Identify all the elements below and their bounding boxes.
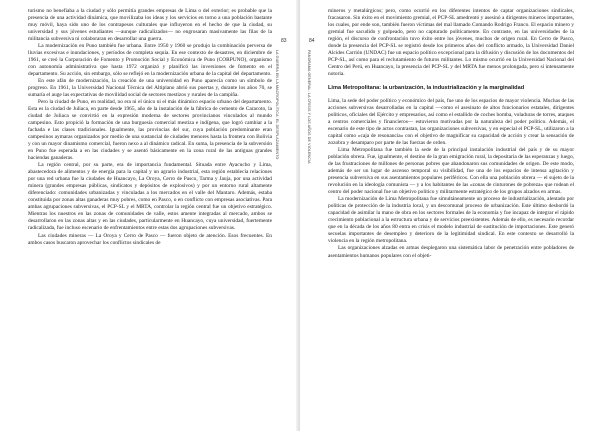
- paragraph: La modernización de Lima Metropolitana fue simultáneamente un proceso de industrialización, alentado por políticas de protección de la industria local, y un descomunal proceso de urbanización. Este último desbordó la capacidad de asimilar la mano de obra en los sectores formales de la economía y fue incapaz de integrar el rápido crecimiento poblacional a la estructura urbana y de servicios preexistentes. Además de ello, es necesario recordar que en la década de los años 80 entra en crisis el modelo industrial de sustitución de importaciones. Este generó secuelas importantes de desempleo y deterioro de la legitimidad sindical. En este contexto se desarrolló la violencia en la región metropolitana.: [328, 196, 574, 245]
- paragraph: turismo no benefiaba a la ciudad y sólo permitía grandes empresas de Lima o del exterior; es probable que la presencia de una actividad dinámica, que movilizaba los ideas y los servicios en torno a una población bastante muy móvil, haya sido uno de los contrapesos culturales que influyeron en el hecho de que la ciudad, su universidad y sus jóvenes estudiantes —aunque radicalizados— no engrosaran masivamente las filas de la militancia subversiva ni colaboraran en desarrollar una guerra.: [28, 8, 272, 43]
- paragraph: La modernización en Puno también fue urbana. Entre 1950 y 1960 se produjo la combinación perversa de lluvias excesivas e inundaciones, y períodos de completa sequía. En ese contexto de desastres, en diciembre de 1961, se creó la Corporación de Fomento y Promoción Social y Económica de Puno (CORPUNO), organismo con autonomía administrativa que hasta 1972 organizó y planificó las inversiones de fomento en el departamento. Su acción, sin embargo, sólo se reflejó en la modernización urbana de la capital del departamento.: [28, 43, 272, 78]
- left-page-text: [28, 8, 272, 247]
- paragraph: Lima, la sede del poder político y económico del país, fue uno de los espacios de mayor violencia. Muchas de las acciones subversivas desarrolladas en la capital —como el asesinato de altos funcionarios estatales, dirigentes políticos, oficiales del Ejército y empresarios, así como el estallido de coches bomba, voladuras de torres, ataques a centros comerciales y financieros— estuvieron motivadas por la naturaleza del poder político. Además, el escenario de este tipo de actos contrastan, las organizaciones subversivas, y en especial el PCP-SL, utilizaron a la capital como «caja de resonancia» con el objetivo de magnificar su capacidad de acción y crear la sensación de zozobra y desamparo por parte de las fuerzas de orden.: [328, 98, 574, 147]
- paragraph: En este afán de modernización, la creación de una universidad en Puno aparecía como un símbolo de progreso. En 1961, la Universidad Nacional Técnica del Altiplano abrió sus puertas y, durante los años 70, se sumaría el auge las expectativas de movilidad social de sectores mestizos y rurales de la campiña.: [28, 78, 272, 99]
- paragraph: mineros y metalúrgicos; pero, como ocurrió en los diferentes intentos de captar organizaciones sindicales, fracasaron. Sin éxito en el movimiento gremial, el PCP-SL amedrentó y asesinó a dirigentes mineros importantes, los cuales, por ende son, también fueron víctimas del mal llamado Comando Rodrigo Franco. El espacio minero y gremial fue sacudido y golpeado, pero no capturado políticamente. En contraste, en las universidades de la región, el discurso de confrontación tuvo éxito entre los jóvenes, muchos de origen rural. En Cerro de Pasco, donde la presencia del PCP-SL se registró desde los primeros años del conflicto armado, la Universidad Daniel Alcides Carrión (UNDAC) fue un espacio político excepcional para la difusión y discusión de los documentos del PCP-SL, así como para el reclutamiento de futuros militantes. Lo mismo ocurrió en la Universidad Nacional del Centro del Perú, en Huancayo, la presencia del PCP-SL y del MRTA fue menos prolongada, pero sí intensamente notoria.: [328, 8, 574, 78]
- right-page-text: [328, 8, 574, 260]
- paragraph: Las ciudades mineras — La Oroya y Cerro de Pasco — fueron objeto de atención. Esos frecuentes. En ambos casos buscaron aprovechar los conflictos sindicales de: [28, 232, 272, 246]
- page-number: 84: [309, 38, 315, 44]
- running-head: PANORAMA GENERAL: LA CRISIS Y LOS AÑOS DE VIOLENCIA: [307, 50, 311, 164]
- paragraph: Pero la ciudad de Puno, en realidad, no era ni el único ni el más dinámico espacio urbano del departamento. Esta es la ciudad de Juliaca, en parte desde 1965, año de la instalación de la fábrica de cemento de Caracoto, la ciudad de Juliaca se convirtió en la expresión moderna de sectores provincianos vinculados al mundo campesino. Esto propició la formación de una burguesía comercial mestiza e indígena, que logró cambiar a la fachada e las clases tradicionales. Igualmente, las provincias del sur, cuya población predominante eran campesinos aymaras organizados por medio de una sustancial de ciudades menores hasta la frontera con Bolivia y con un mayor dinamismo comercial, fueron nexo a al dinámico radical. En suma, la presencia de la subversión en Puno fue esperada a en las ciudades y se asentó básicamente en la zona rural de las antiguas grandes haciendas ganaderas.: [28, 99, 272, 162]
- running-head: LA GUERRA EN LA MACROPOLÍTICA: EL DESPLAZAMIENTO: [275, 50, 279, 160]
- page-number: 83: [281, 38, 287, 44]
- paragraph: La región central, por su parte, era de importancia fundamental. Situada entre Ayacucho y Lima, abastecedora de alimentos y de energía para la capital y un agrario industrial, esta región establecía relaciones por una red urbana fue la ciudades de Huancayo, La Oroya, Cerro de Pasco, Tarma y Jauja, por una actividad minera (grandes empresas públicas, sindicatos y depósitos de explosivos) y por un entorno rural altamente diferenciado: comunidades urbanizadas y vinculadas a los mercados en el valle del Mantaro. Además, estaba constituida por zonas altas ganaderas muy pobres, como en Pasco, o en conflicto con empresas asociativas. Para ambas agrupaciones subversivas, el PCP-SL y el MRTA, controlar la región central fue un objetivo estratégico. Mientras los nuestros en las zonas de comunidades de valle, estos amente integradas al mercado, ambos se desarrollaron en las zonas altas y en las ciudades, particularmente en Huancayo, cuya universidad, fuertemente radicalizada, fue incluso escenario de enfrentamientos entre estas dos agrupaciones subversivas.: [28, 162, 272, 232]
- paragraph: Lima Metropolitana fue también la sede de la principal instalación industrial del país y de su mayor población obrera. Fue, igualmente, el destino de la gran emigración rural, la depositaria de las esperanzas y luego, de las frustraciones de millones de personas pobres que abandonaron sus comunidades de origen. De este modo, además de ser un lugar de ascenso temporal su visibilidad, fue una de los espacios de intensa agitación y presencia subversiva en sus asentamientos populares periféricos. Con ella una población obrera — el sujeto de la revolución en la ideología comunista — y a los habitantes de las «zonas de cinturones de pobreza» que rodean el centro del poder nacional fue un objetivo político y militarmente estratégico de los grupos alzados en armas.: [328, 147, 574, 196]
- paragraph: Las organizaciones alzadas en armas desplegaron una sistemática labor de penetración entre pobladores de asentamientos humanos populares con el objeti-: [328, 245, 574, 259]
- right-page: [300, 0, 600, 431]
- section-heading: Lima Metropolitana: la urbanización, la industrialización y la marginalidad: [328, 85, 525, 92]
